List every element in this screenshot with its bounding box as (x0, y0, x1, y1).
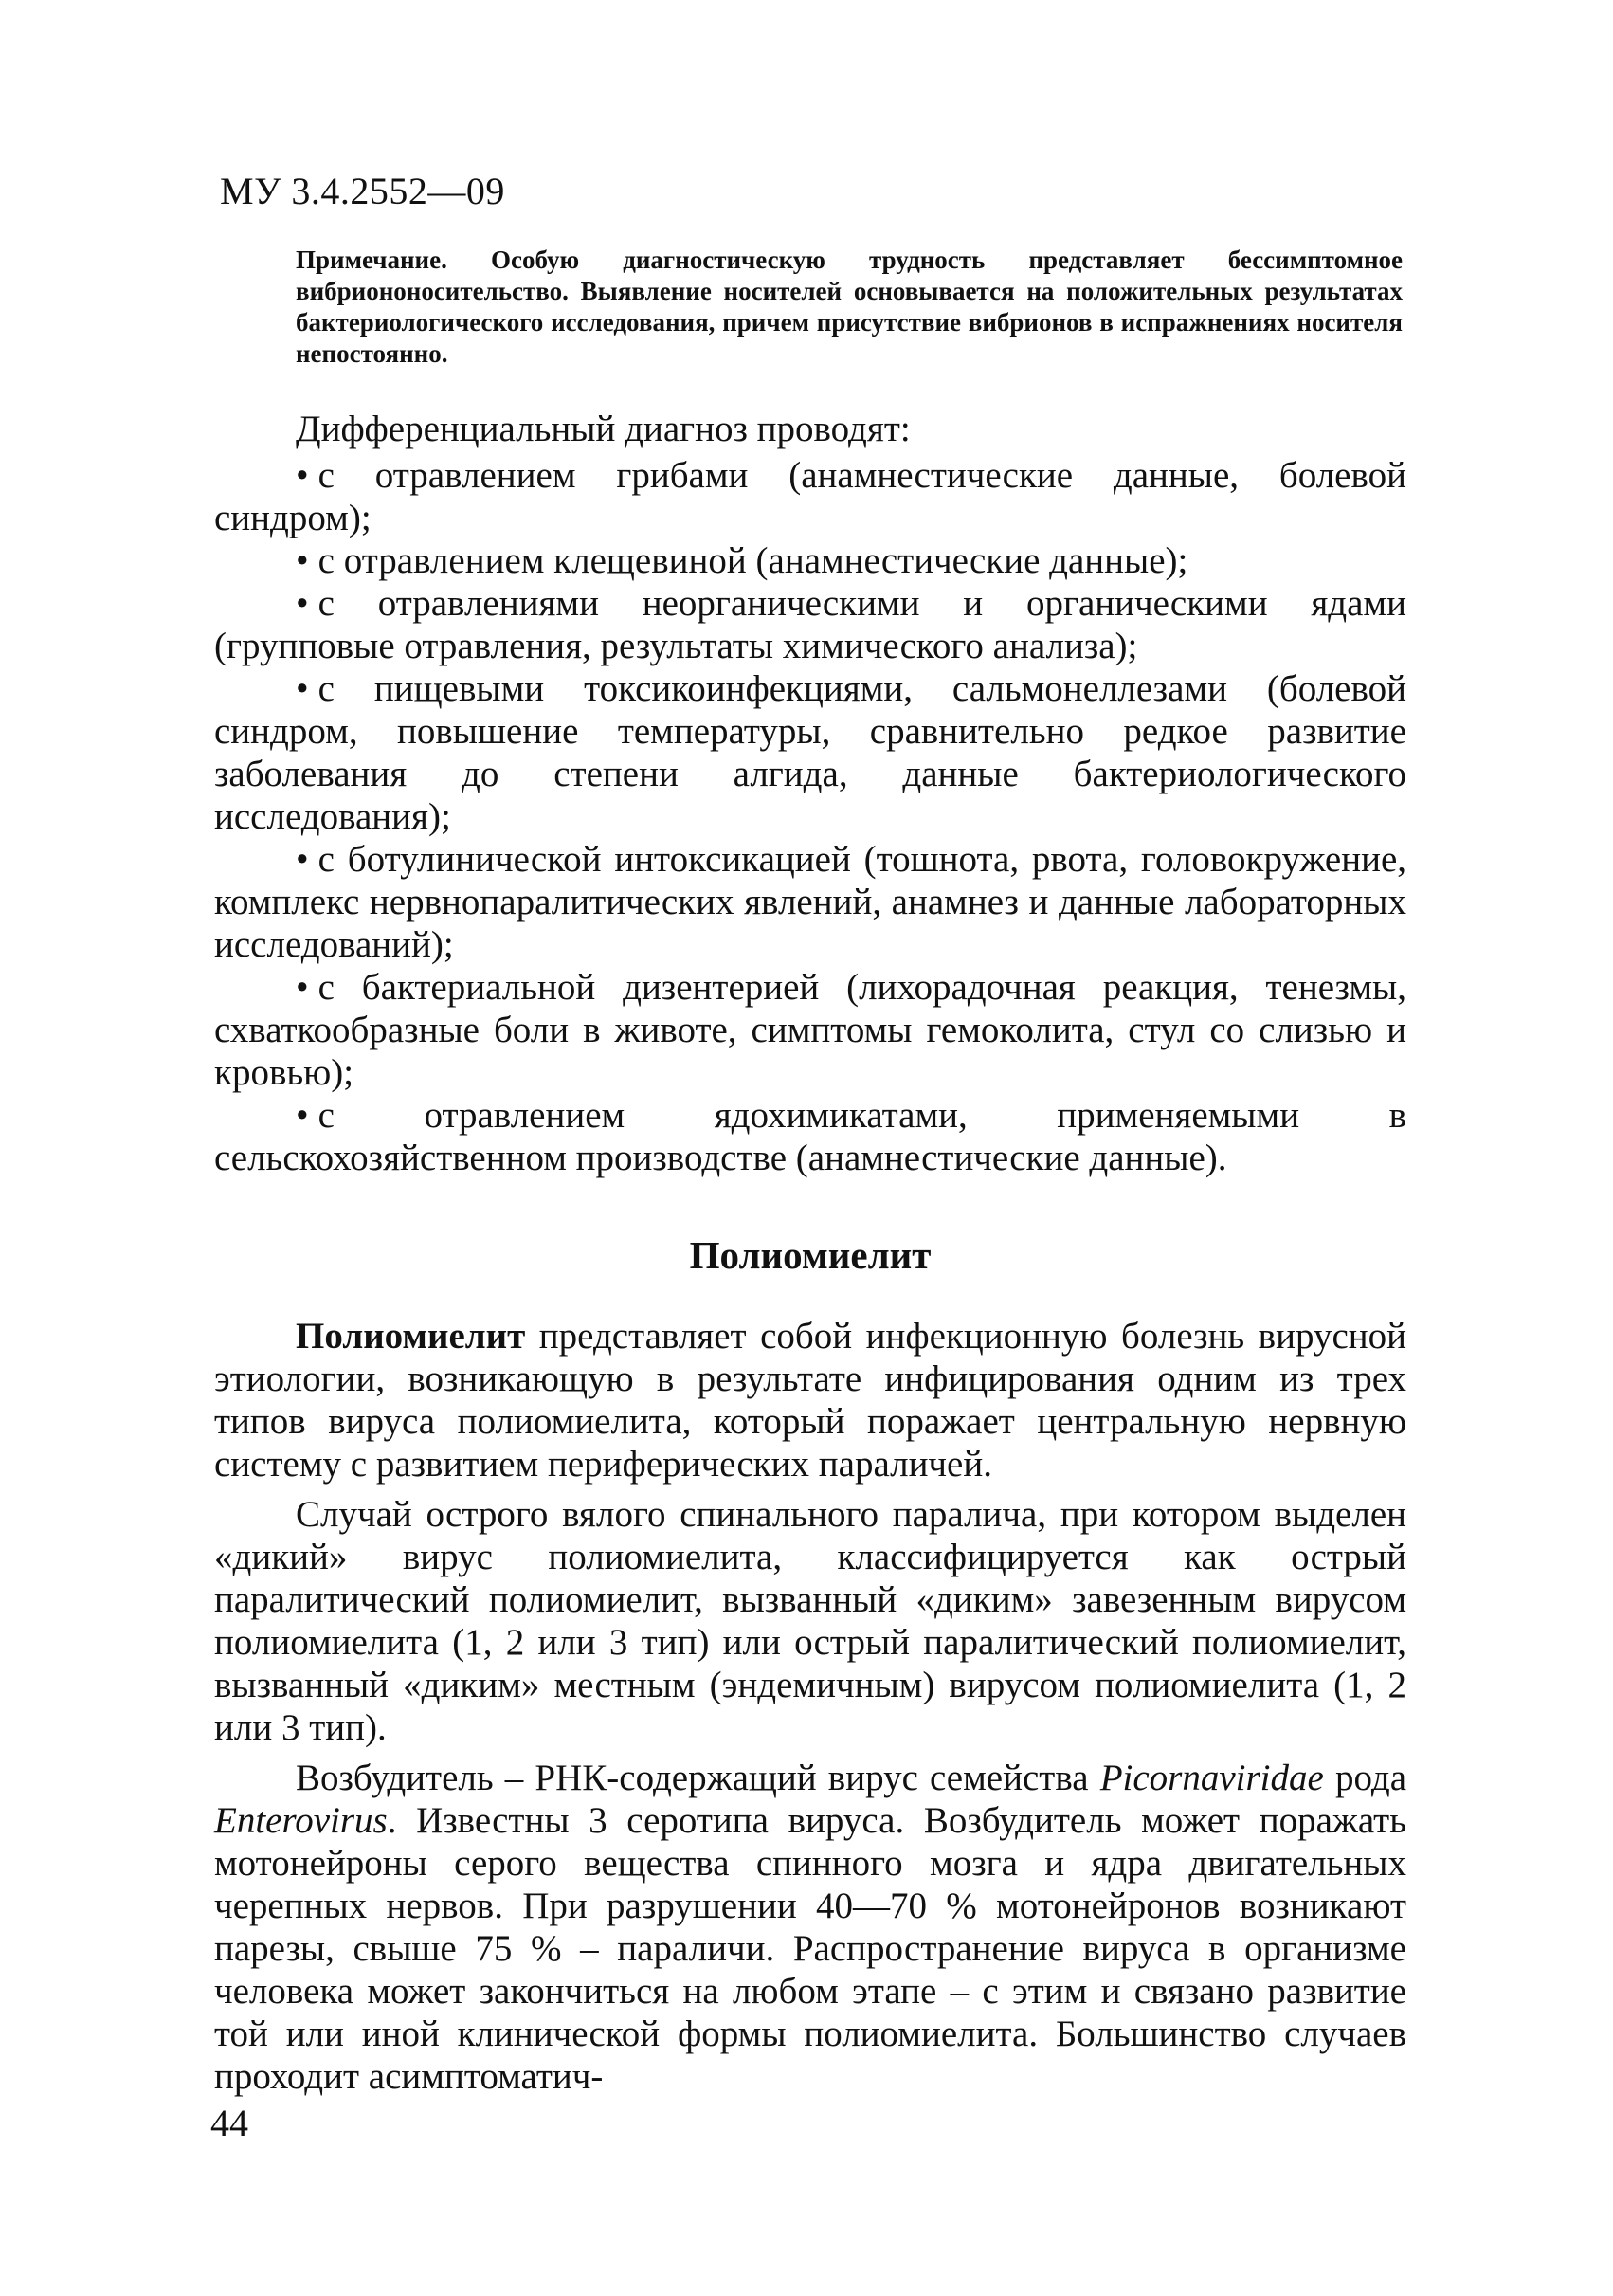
note-label: Примечание. (296, 246, 447, 274)
paragraph-definition (214, 1315, 1406, 1485)
bullet-icon: • (296, 967, 309, 1008)
list-item (214, 539, 1406, 582)
paragraph-pathogen (214, 1757, 1406, 2098)
list-item (214, 582, 1406, 667)
list-item-text: с отравлениями неорганическими и органическими ядами (групповые отравления, результаты химического анализа); (214, 583, 1406, 666)
list-item-text: с ботулинической интоксикацией (тошнота, рвота, головокружение, комплекс нервнопаралитических явлений, анамнез и данные лабораторных исследований); (214, 839, 1406, 965)
list-item (214, 667, 1406, 838)
paragraph-case-classification: Случай острого вялого спинального паралича, при котором выделен «дикий» вирус полиомиелита, классифицируется как острый паралитический полиомиелит, вызванный «диким» завезенным вирусом полиомиелита (1, 2 или 3 тип) или острый паралитический полиомиелит, вызванный «диким» местным (эндемичным) вирусом полиомиелита (1, 2 или 3 тип). (214, 1494, 1406, 1748)
list-item (214, 966, 1406, 1094)
pathogen-text-a: Возбудитель – РНК-содержащий вирус семейства (296, 1758, 1100, 1798)
pathogen-text-b: рода (1323, 1758, 1407, 1798)
list-item (214, 838, 1406, 966)
bullet-icon: • (296, 668, 309, 709)
bullet-icon: • (296, 540, 309, 581)
paragraph-definition-text: представляет собой инфекционную болезнь вирусной этиологии, возникающую в результате инфицирования одним из трех типов вируса полиомиелита, который поражает центральную нервную систему с развитием периферических параличей. (214, 1316, 1406, 1485)
list-item (214, 1094, 1406, 1179)
list-item-text: с отравлением грибами (анамнестические данные, болевой синдром); (214, 455, 1406, 538)
genus-name: Enterovirus (214, 1800, 388, 1841)
bullet-icon: • (296, 583, 309, 624)
document-code: МУ 3.4.2552—09 (220, 170, 505, 212)
differential-intro: Дифференциальный диагноз проводят: (296, 409, 911, 449)
list-item-text: с отравлением клещевиной (анамнестические данные); (317, 540, 1188, 581)
bullet-icon: • (296, 1095, 309, 1136)
list-item-text: с отравлением ядохимикатами, применяемыми в сельскохозяйственном производстве (анамнестические данные). (214, 1095, 1406, 1178)
family-name: Picornaviridae (1099, 1758, 1324, 1798)
page-number: 44 (210, 2102, 248, 2144)
pathogen-text-c: . Известны 3 серотипа вируса. Возбудитель может поражать мотонейроны серого вещества спинного мозга и ядра двигательных черепных нервов. При разрушении 40—70 % мотонейронов возникают парезы, свыше 75 % – параличи. Распространение вируса в организме человека может закончиться на любом этапе – с этим и связано развитие той или иной клинической формы полиомиелита. Большинство случаев проходит асимптоматич- (214, 1800, 1406, 2097)
main-text (214, 408, 1406, 2105)
bullet-icon: • (296, 455, 309, 496)
note-text: Особую диагностическую трудность представляет бессимптомное вибриононосительство. Выявление носителей основывается на положительных результатах бактериологического исследования, причем присутствие вибрионов в испражнениях носителя непостоянно. (296, 246, 1403, 368)
list-item (214, 454, 1406, 539)
bullet-icon: • (296, 839, 309, 880)
list-item-text: с бактериальной дизентерией (лихорадочная реакция, тенезмы, схваткообразные боли в животе, симптомы гемоколита, стул со слизью и кровью); (214, 967, 1406, 1093)
term-polio: Полиомиелит (296, 1316, 526, 1357)
note-block (296, 245, 1403, 370)
section-heading: Полиомиелит (689, 1233, 932, 1277)
list-item-text: с пищевыми токсикоинфекциями, сальмонеллезами (болевой синдром, повышение температуры, сравнительно редкое развитие заболевания до степени алгида, данные бактериологического исследования); (214, 668, 1406, 837)
